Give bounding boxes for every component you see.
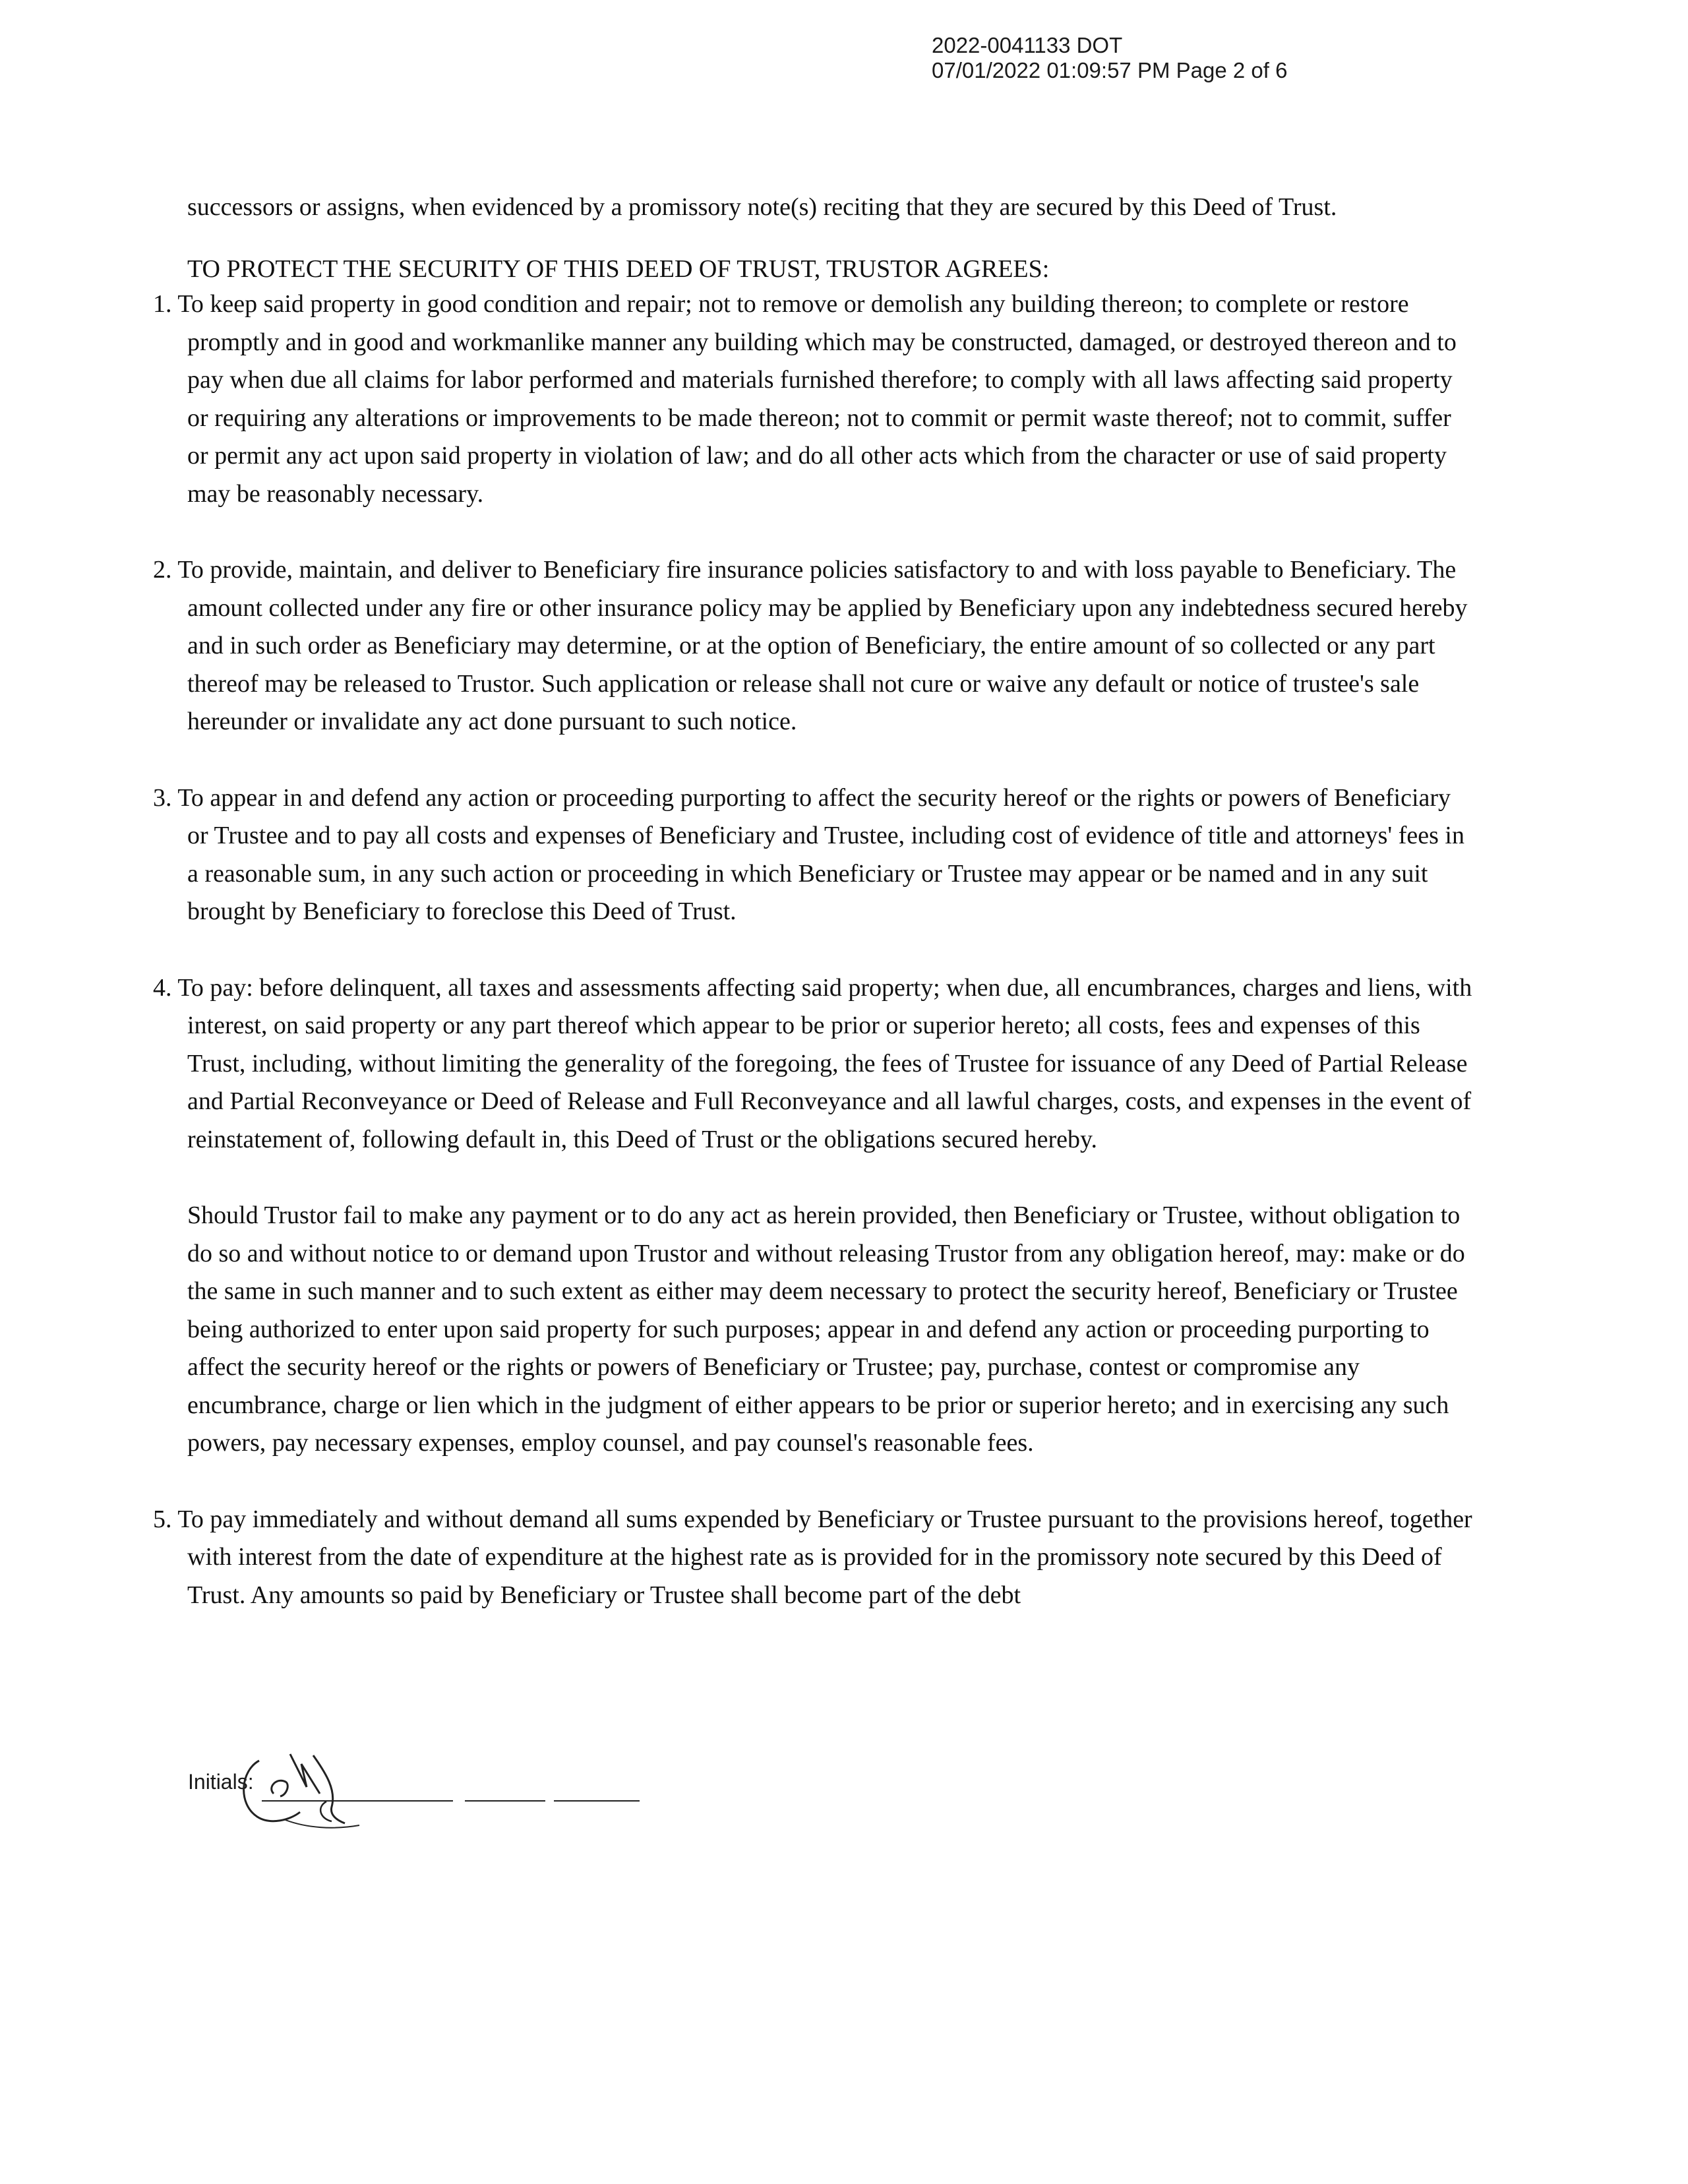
covenant-text: 3. To appear in and defend any action or proceeding purporting to affect the security hereof or the rights or powers of Beneficiary or Trustee and to pay all costs and expenses of Beneficiary and Trustee, including cost of evidence of title and attorneys' fees in a reasonable sum, in any such action or proceeding in which Beneficiary or Trustee may appear or be named and in any suit brought by Beneficiary to foreclose this Deed of Trust.	[153, 783, 1464, 925]
covenant-item-1	[153, 286, 1477, 513]
section-heading: TO PROTECT THE SECURITY OF THIS DEED OF TRUST, TRUSTOR AGREES:	[187, 255, 1050, 283]
recording-header	[932, 33, 1287, 83]
initials-label: Initials:	[188, 1770, 254, 1794]
covenant-text: 2. To provide, maintain, and deliver to Beneficiary fire insurance policies satisfactory to and with loss payable to Beneficiary. The amount collected under any fire or other insurance policy may be applied by Beneficiary upon any indebtedness secured hereby and in such order as Beneficiary may determine, or at the option of Beneficiary, the entire amount of so collected or any part thereof may be released to Trustor. Such application or release shall not cure or waive any default or notice of trustee's sale hereunder or invalidate any act done pursuant to such notice.	[153, 556, 1468, 735]
covenant-item-5	[153, 1501, 1477, 1615]
initials-line-2	[465, 1800, 545, 1802]
recording-timestamp-page: 07/01/2022 01:09:57 PM Page 2 of 6	[932, 58, 1288, 82]
lead-paragraph: successors or assigns, when evidenced by a promissory note(s) reciting that they are secured by this Deed of Trust.	[187, 193, 1337, 221]
covenant-item-2	[153, 551, 1477, 741]
initials-block	[188, 1741, 663, 1833]
covenant-item-4-continuation: Should Trustor fail to make any payment or to do any act as herein provided, then Beneficiary or Trustee, without obligation to do so and without notice to or demand upon Trustor and without releasing Trustor from any obligation hereof, may: make or do the same in such manner and to such extent as either may deem necessary to protect the security hereof, Beneficiary or Trustee being authorized to enter upon said property for such purposes; appear in and defend any action or proceeding purporting to affect the security hereof or the rights or powers of Beneficiary or Trustee; pay, purchase, contest or compromise any encumbrance, charge or lien which in the judgment of either appears to be prior or superior hereto; and in exercising any such powers, pay necessary expenses, employ counsel, and pay counsel's reasonable fees.	[187, 1201, 1465, 1457]
covenant-text: 1. To keep said property in good condition and repair; not to remove or demolish any building thereon; to complete or restore promptly and in good and workmanlike manner any building which may be constructed, damaged, or destroyed thereon and to pay when due all claims for labor performed and materials furnished therefore; to comply with all laws affecting said property or requiring any alterations or improvements to be made thereon; not to commit or permit waste thereof; not to commit, suffer or permit any act upon said property in violation of law; and do all other acts which from the character or use of said property may be reasonably necessary.	[153, 290, 1457, 508]
document-body	[153, 189, 1477, 1653]
handwritten-initials-signature	[227, 1741, 386, 1833]
document-number: 2022-0041133 DOT	[932, 33, 1123, 57]
covenant-text: 5. To pay immediately and without demand all sums expended by Beneficiary or Trustee pursuant to the provisions hereof, together with interest from the date of expenditure at the highest rate as is provided for in the promissory note secured by this Deed of Trust. Any amounts so paid by Beneficiary or Trustee shall become part of the debt	[153, 1505, 1472, 1609]
covenant-text: 4. To pay: before delinquent, all taxes and assessments affecting said property; when due, all encumbrances, charges and liens, with interest, on said property or any part thereof which appear to be prior or superior hereto; all costs, fees and expenses of this Trust, including, without limiting the generality of the foregoing, the fees of Trustee for issuance of any Deed of Partial Release and Partial Reconveyance or Deed of Release and Full Reconveyance and all lawful charges, costs, and expenses in the event of reinstatement of, following default in, this Deed of Trust or the obligations secured hereby.	[153, 973, 1472, 1153]
covenant-item-4	[153, 969, 1477, 1159]
initials-line-3	[554, 1800, 640, 1802]
covenant-item-3	[153, 779, 1477, 931]
